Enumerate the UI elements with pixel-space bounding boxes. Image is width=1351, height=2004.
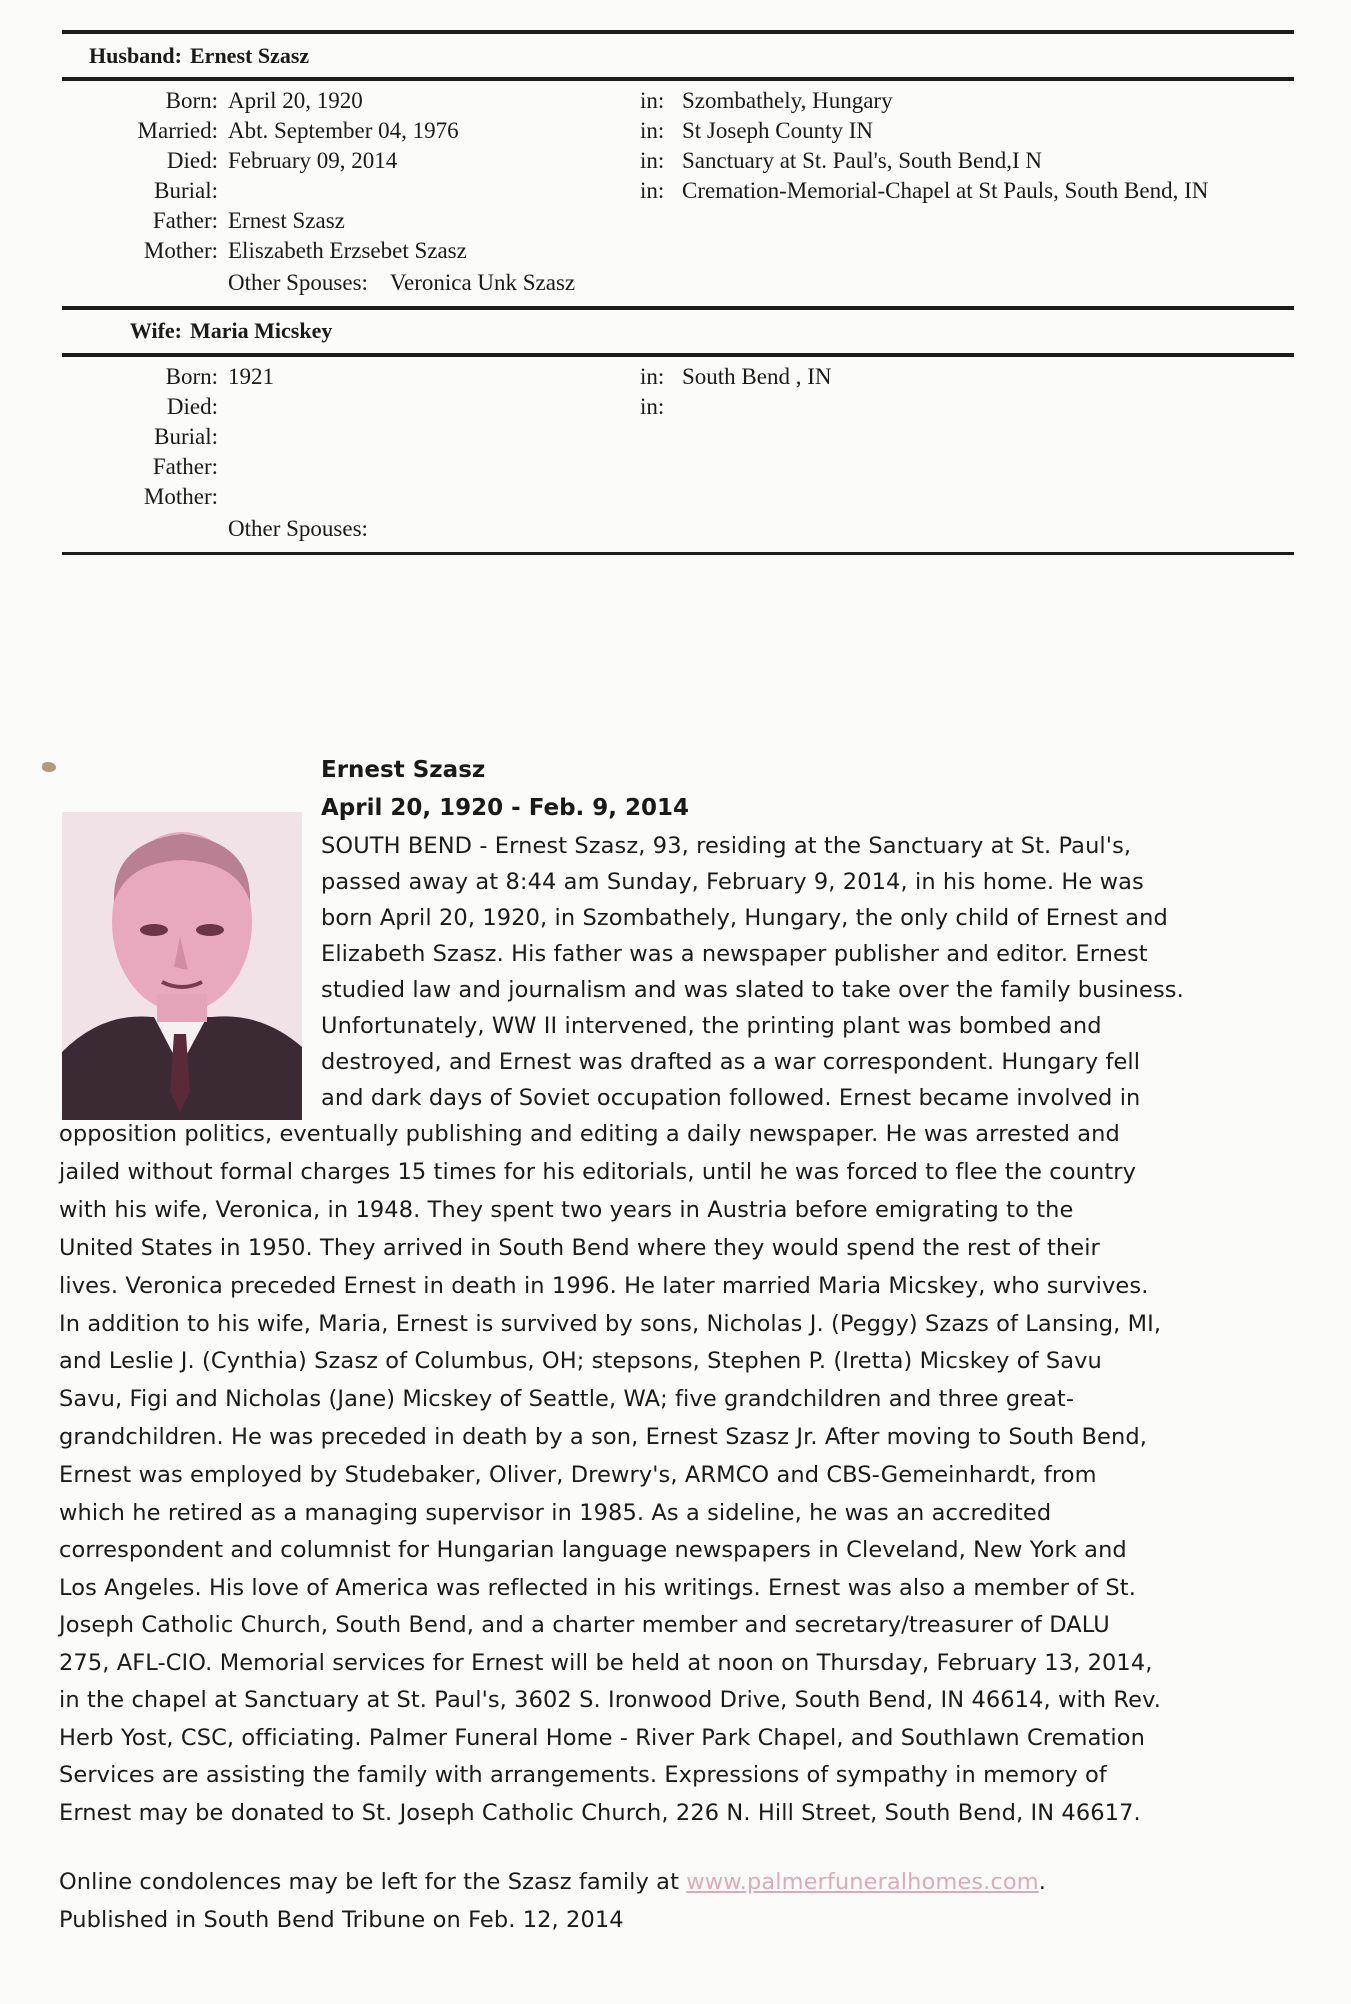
obituary-line: lives. Veronica preceded Ernest in death in 1996. He later married Maria Micskey, who survives. — [59, 1273, 1149, 1299]
other-spouses-label: Other Spouses: — [228, 270, 368, 295]
wife-top-rule — [62, 306, 1294, 310]
husband-name: Ernest Szasz — [190, 43, 310, 68]
portrait-photo — [62, 812, 302, 1120]
field-value: Ernest Szasz — [228, 208, 345, 233]
other-spouses-value: Veronica Unk Szasz — [389, 270, 576, 295]
wife-header — [62, 318, 332, 344]
obituary-line: studied law and journalism and was slated to take over the family business. — [321, 977, 1184, 1003]
obituary-line: Unfortunately, WW II intervened, the printing plant was bombed and — [321, 1013, 1102, 1039]
obituary-line: Ernest was employed by Studebaker, Oliver, Drewry's, ARMCO and CBS-Gemeinhardt, from — [59, 1462, 1097, 1488]
other-spouses-label: Other Spouses: — [228, 516, 368, 541]
obituary-line: grandchildren. He was preceded in death by a son, Ernest Szasz Jr. After moving to South Bend, — [59, 1424, 1147, 1450]
field-value: 1921 — [228, 364, 274, 389]
field-label: Burial: — [154, 424, 218, 449]
obituary-name: Ernest Szasz — [321, 757, 486, 783]
place-value: St Joseph County IN — [682, 118, 874, 143]
in-label: in: — [640, 118, 665, 143]
field-label: Father: — [152, 208, 218, 233]
obituary-line: with his wife, Veronica, in 1948. They spent two years in Austria before emigrating to the — [59, 1197, 1074, 1223]
place-value: Szombathely, Hungary — [682, 88, 893, 113]
in-label: in: — [640, 88, 665, 113]
field-value: April 20, 1920 — [228, 88, 363, 113]
condolence-text: Online condolences may be left for the Szasz family at — [59, 1869, 687, 1895]
place-value: South Bend , IN — [682, 364, 832, 389]
wife-label: Wife: — [129, 318, 182, 343]
in-label: in: — [640, 178, 665, 203]
obituary-line: Savu, Figi and Nicholas (Jane) Micskey of Seattle, WA; five grandchildren and three great- — [59, 1386, 1075, 1412]
obituary-line: Los Angeles. His love of America was reflected in his writings. Ernest was also a member of St. — [59, 1575, 1136, 1601]
obituary-line: Joseph Catholic Church, South Bend, and a charter member and secretary/treasurer of DALU — [59, 1612, 1110, 1638]
obituary-line: in the chapel at Sanctuary at St. Paul's, 3602 S. Ironwood Drive, South Bend, IN 46614, with Rev. — [59, 1687, 1161, 1713]
field-label: Died: — [166, 394, 218, 419]
obituary-line: United States in 1950. They arrived in South Bend where they would spend the rest of their — [59, 1235, 1100, 1261]
husband-other-spouses — [228, 270, 575, 296]
condolence-suffix: . — [1038, 1869, 1047, 1895]
obituary-line: Elizabeth Szasz. His father was a newspaper publisher and editor. Ernest — [321, 941, 1148, 967]
husband-header — [62, 43, 309, 69]
field-value: Abt. September 04, 1976 — [228, 118, 459, 143]
field-label: Born: — [165, 88, 218, 113]
obituary-line: Herb Yost, CSC, officiating. Palmer Funeral Home - River Park Chapel, and Southlawn Cremation — [59, 1725, 1145, 1751]
in-label: in: — [640, 394, 665, 419]
field-label: Mother: — [143, 238, 218, 263]
field-label: Burial: — [154, 178, 218, 203]
obituary-line: which he retired as a managing supervisor in 1985. As a sideline, he was an accredited — [59, 1500, 1052, 1526]
obituary-line: and dark days of Soviet occupation followed. Ernest became involved in — [321, 1085, 1141, 1111]
wife-other-spouses — [228, 516, 390, 542]
obituary-line: opposition politics, eventually publishing and editing a daily newspaper. He was arrested and — [59, 1121, 1120, 1147]
obituary-line: 275, AFL-CIO. Memorial services for Ernest will be held at noon on Thursday, February 13, 2014, — [59, 1650, 1153, 1676]
top-rule — [62, 30, 1294, 34]
bottom-rule — [62, 552, 1294, 555]
paper-speck — [42, 762, 56, 772]
husband-label: Husband: — [89, 43, 182, 68]
in-label: in: — [640, 364, 665, 389]
place-value: Cremation-Memorial-Chapel at St Pauls, South Bend, IN — [682, 178, 1209, 203]
condolence-line — [59, 1869, 1046, 1895]
obituary-line: Services are assisting the family with arrangements. Expressions of sympathy in memory of — [59, 1762, 1107, 1788]
field-label: Died: — [166, 148, 218, 173]
field-value: Eliszabeth Erzsebet Szasz — [228, 238, 467, 263]
place-value: Sanctuary at St. Paul's, South Bend,I N — [682, 148, 1042, 173]
funeral-home-link[interactable]: www.palmerfuneralhomes.com — [686, 1869, 1039, 1895]
wife-name: Maria Micskey — [190, 318, 333, 343]
obituary-line: In addition to his wife, Maria, Ernest is survived by sons, Nicholas J. (Peggy) Szazs of Lansing, MI, — [59, 1311, 1162, 1337]
in-label: in: — [640, 148, 665, 173]
obituary-line: and Leslie J. (Cynthia) Szasz of Columbus, OH; stepsons, Stephen P. (Iretta) Micskey of Savu — [59, 1348, 1102, 1374]
field-label: Mother: — [143, 484, 218, 509]
obituary-line: born April 20, 1920, in Szombathely, Hungary, the only child of Ernest and — [321, 905, 1168, 931]
published-line: Published in South Bend Tribune on Feb. 12, 2014 — [59, 1907, 624, 1933]
obituary-line: Ernest may be donated to St. Joseph Catholic Church, 226 N. Hill Street, South Bend, IN 46617. — [59, 1800, 1141, 1826]
field-value: February 09, 2014 — [228, 148, 398, 173]
field-label: Married: — [137, 118, 218, 143]
obituary-dates: April 20, 1920 - Feb. 9, 2014 — [321, 795, 690, 821]
obituary-line: destroyed, and Ernest was drafted as a war correspondent. Hungary fell — [321, 1049, 1141, 1075]
obituary-line: jailed without formal charges 15 times for his editorials, until he was forced to flee the country — [59, 1159, 1137, 1185]
obituary-line: SOUTH BEND - Ernest Szasz, 93, residing at the Sanctuary at St. Paul's, — [321, 833, 1132, 859]
husband-rule — [62, 77, 1294, 81]
wife-rule — [62, 353, 1294, 357]
field-label: Born: — [165, 364, 218, 389]
obituary-line: correspondent and columnist for Hungarian language newspapers in Cleveland, New York and — [59, 1537, 1127, 1563]
obituary-line: passed away at 8:44 am Sunday, February 9, 2014, in his home. He was — [321, 869, 1144, 895]
field-label: Father: — [152, 454, 218, 479]
